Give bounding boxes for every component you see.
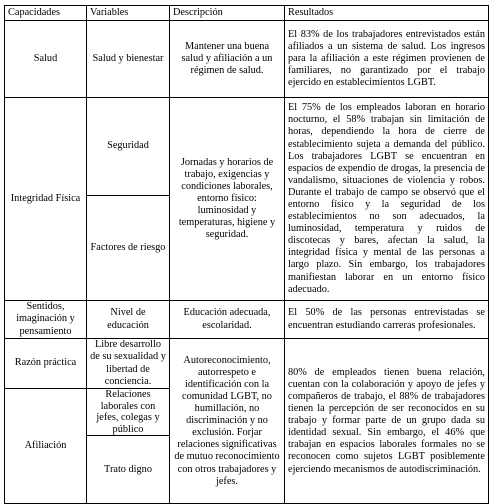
header-capacidades: Capacidades — [5, 6, 87, 21]
cell-variable-libre-desarrollo: Libre desarrollo de su sexualidad y libertad de conciencia. — [87, 339, 170, 389]
cell-descripcion-sentidos: Educación adecuada, escolaridad. — [170, 301, 285, 339]
cell-descripcion-integridad: Jornadas y horarios de trabajo, exigencias y condiciones laborales, entorno físico: luminosidad y temperaturas, higiene y seguridad. — [170, 98, 285, 301]
header-variables: Variables — [87, 6, 170, 21]
cell-capacidad-afiliacion: Afiliación — [5, 389, 87, 504]
table-header-row — [5, 6, 489, 21]
cell-capacidad-salud: Salud — [5, 21, 87, 98]
cell-resultado-integridad: El 75% de los empleados laboran en horario nocturno, el 58% trabajan sin limitación de horas, dependiendo la hora de cierre de establecimiento sujeta a demanda del público. Los trabajadores LGBT se encuentran en espacios de expendio de drogas, la presencia de vandalismo, situaciones de violencia y robos. Durante el trabajo de campo se observó que el entorno físico y la seguridad de los establecimientos no son adecuados, la luminosidad, temperatura y ruidos de discotecas y bares, afectan la salud, la integridad física y mental de las personas a largo plazo. Sin embargo, los trabajadores manifiestan laborar en un entorno físico adecuado. — [285, 98, 489, 301]
cell-variable-educacion: Nivel de educación — [87, 301, 170, 339]
table-row-salud — [5, 21, 489, 98]
cell-variable-trato-digno: Trato digno — [87, 436, 170, 504]
cell-variable-factores-riesgo: Factores de riesgo — [87, 196, 170, 301]
table-row-integridad-1 — [5, 98, 489, 196]
cell-capacidad-sentidos: Sentidos, imaginación y pensamiento — [5, 301, 87, 339]
cell-descripcion-razon-afiliacion: Autoreconocimiento, autorrespeto e identificación con la comunidad LGBT, no humillación, no discriminación y no exclusión. Forjar relaciones significativas de mutuo reconocimiento con otros trabajadores y jefes. — [170, 339, 285, 504]
cell-variable-relaciones: Relaciones laborales con jefes, colegas y público — [87, 389, 170, 436]
header-descripcion: Descripción — [170, 6, 285, 21]
cell-capacidad-razon: Razón práctica — [5, 339, 87, 389]
table-row-razon — [5, 339, 489, 389]
cell-resultado-sentidos: El 50% de las personas entrevistadas se encuentran estudiando carreras profesionales. — [285, 301, 489, 339]
cell-variable-seguridad: Seguridad — [87, 98, 170, 196]
cell-capacidad-integridad: Integridad Física — [5, 98, 87, 301]
cell-variable-salud: Salud y bienestar — [87, 21, 170, 98]
cell-descripcion-salud: Mantener una buena salud y afiliación a un régimen de salud. — [170, 21, 285, 98]
capabilities-table — [4, 5, 489, 504]
table-row-sentidos — [5, 301, 489, 339]
header-resultados: Resultados — [285, 6, 489, 21]
cell-resultado-salud: El 83% de los trabajadores entrevistados están afiliados a un sistema de salud. Los ingresos para la afiliación a este régimen provienen de familiares, no garantizado por el trabajo ejercido en establecimientos LGBT. — [285, 21, 489, 98]
cell-resultado-razon-afiliacion: 80% de empleados tienen buena relación, cuentan con la colaboración y apoyo de jefes y compañeros de trabajo, el 88% de trabajadores tienen la percepción de ser reconocidos en su trabajo y formar parte de un grupo dada su identidad sexual. Sin embargo, el 46% que trabajan en espacios laborales formales no se reconocen como sujetos LGBT posiblemente ejerciendo mecanismos de autodiscriminación. — [285, 339, 489, 504]
